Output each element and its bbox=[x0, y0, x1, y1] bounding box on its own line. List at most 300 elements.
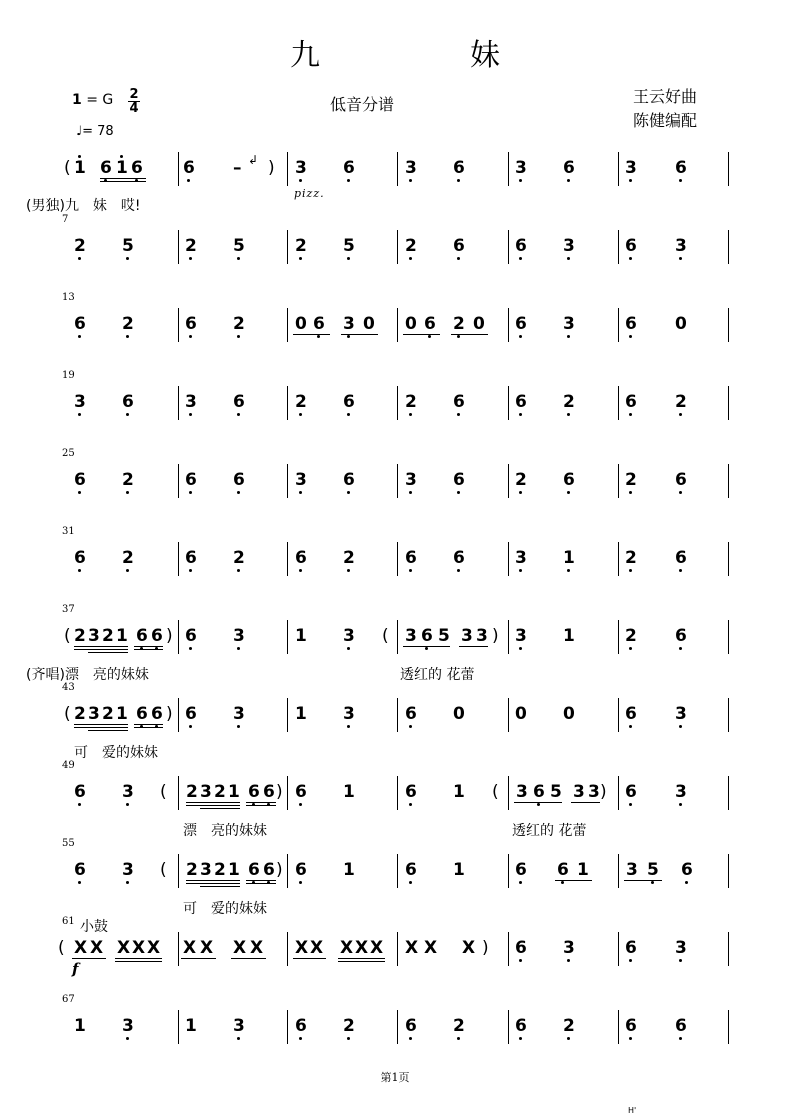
octave-dot bbox=[409, 1037, 412, 1040]
octave-dot bbox=[425, 647, 428, 650]
note: 3 bbox=[343, 314, 355, 334]
instrument-label: 小鼓 bbox=[80, 919, 108, 935]
note: 6 bbox=[405, 1016, 417, 1036]
time-signature bbox=[128, 88, 140, 115]
beam-line bbox=[186, 802, 240, 803]
barline bbox=[287, 698, 288, 732]
octave-dot bbox=[567, 413, 570, 416]
octave-dot bbox=[457, 491, 460, 494]
note: 6 bbox=[515, 236, 527, 256]
barline bbox=[508, 152, 509, 186]
note: 6 bbox=[681, 860, 693, 880]
note: 1 bbox=[563, 626, 575, 646]
note: 2 bbox=[343, 548, 355, 568]
bracket: ) bbox=[492, 626, 499, 646]
note: X bbox=[462, 938, 476, 958]
barline bbox=[728, 308, 729, 342]
note: 6 bbox=[295, 860, 307, 880]
note: X bbox=[355, 938, 369, 958]
beam-line bbox=[115, 961, 162, 962]
page-number: 第1页 bbox=[380, 1071, 410, 1084]
octave-dot bbox=[629, 647, 632, 650]
note: 3 bbox=[295, 158, 307, 178]
barline bbox=[508, 542, 509, 576]
lyric-text: 漂 亮的妹妹 bbox=[64, 667, 149, 683]
octave-dot bbox=[567, 569, 570, 572]
beam-line bbox=[115, 958, 162, 959]
note: 5 bbox=[438, 626, 450, 646]
note: 0 bbox=[473, 314, 485, 334]
note: 2 bbox=[122, 470, 134, 490]
lyric-row-7 bbox=[26, 664, 149, 684]
note: 1 bbox=[228, 782, 240, 802]
barline bbox=[618, 542, 619, 576]
note: 2 bbox=[515, 470, 527, 490]
tempo-marking bbox=[76, 124, 114, 139]
octave-dot bbox=[347, 413, 350, 416]
note: 3 bbox=[563, 938, 575, 958]
barline bbox=[618, 698, 619, 732]
note: 3 bbox=[88, 704, 100, 724]
note: 6 bbox=[343, 158, 355, 178]
beam-line bbox=[74, 727, 128, 728]
barline bbox=[508, 854, 509, 888]
measure-number: 7 bbox=[62, 214, 69, 225]
beam-line bbox=[186, 883, 240, 884]
barline bbox=[508, 386, 509, 420]
note: 6 bbox=[74, 782, 86, 802]
beam-line bbox=[100, 181, 146, 182]
note: 6 bbox=[74, 470, 86, 490]
lyric-row-8: 可 爱的妹妹 bbox=[74, 745, 158, 761]
note: 2 bbox=[74, 236, 86, 256]
pizz-marking: pizz. bbox=[294, 187, 325, 200]
quarter-note-icon: ♩ bbox=[76, 124, 83, 139]
octave-dot bbox=[299, 413, 302, 416]
note: 6 bbox=[453, 470, 465, 490]
octave-dot bbox=[237, 491, 240, 494]
note: X bbox=[117, 938, 131, 958]
note: 3 bbox=[405, 470, 417, 490]
singer-label: (齐唱) bbox=[26, 667, 65, 683]
note: 6 bbox=[563, 158, 575, 178]
octave-dot bbox=[537, 803, 540, 806]
note: 6 bbox=[675, 470, 687, 490]
note: 6 bbox=[131, 158, 143, 178]
barline bbox=[397, 776, 398, 810]
note: X bbox=[147, 938, 161, 958]
bracket: ) bbox=[482, 938, 489, 958]
barline bbox=[287, 1010, 288, 1044]
octave-dot bbox=[189, 491, 192, 494]
bracket: ( bbox=[64, 626, 71, 646]
beam-line bbox=[459, 646, 488, 647]
octave-dot bbox=[519, 881, 522, 884]
note: 1 bbox=[185, 1016, 197, 1036]
octave-dot bbox=[457, 413, 460, 416]
octave-dot bbox=[237, 725, 240, 728]
measure-number: 55 bbox=[62, 838, 75, 849]
note: 3 bbox=[185, 392, 197, 412]
part-subtitle: 低音分谱 bbox=[330, 95, 395, 114]
note: 2 bbox=[185, 236, 197, 256]
octave-dot bbox=[629, 257, 632, 260]
note: 2 bbox=[563, 392, 575, 412]
barline bbox=[178, 854, 179, 888]
measure-number: 31 bbox=[62, 526, 75, 537]
note: 3 bbox=[563, 314, 575, 334]
barline bbox=[618, 464, 619, 498]
barline bbox=[618, 386, 619, 420]
note: 6 bbox=[515, 392, 527, 412]
note: 0 bbox=[363, 314, 375, 334]
octave-dot bbox=[317, 335, 320, 338]
bracket: ) bbox=[268, 158, 275, 178]
octave-dot bbox=[347, 569, 350, 572]
beam-line bbox=[186, 805, 240, 806]
lyric-text: 九 妹 哎! bbox=[64, 198, 141, 214]
bracket: ( bbox=[64, 704, 71, 724]
barline bbox=[287, 308, 288, 342]
octave-dot bbox=[299, 569, 302, 572]
octave-dot bbox=[561, 881, 564, 884]
note: 6 bbox=[405, 782, 417, 802]
beam-line bbox=[88, 730, 128, 731]
beam-line bbox=[555, 880, 592, 881]
beam-line bbox=[293, 334, 330, 335]
beam-line bbox=[246, 880, 276, 881]
octave-dot bbox=[299, 803, 302, 806]
beam-line bbox=[134, 649, 163, 650]
note: X bbox=[340, 938, 354, 958]
octave-dot bbox=[299, 1037, 302, 1040]
octave-dot bbox=[519, 569, 522, 572]
beam-line bbox=[74, 649, 128, 650]
octave-dot bbox=[126, 257, 129, 260]
note: 6 bbox=[625, 314, 637, 334]
note: 6 bbox=[625, 938, 637, 958]
note: 3 bbox=[343, 626, 355, 646]
octave-dot bbox=[347, 647, 350, 650]
octave-dot bbox=[189, 257, 192, 260]
barline bbox=[618, 932, 619, 966]
measure-number: 61 bbox=[62, 916, 75, 927]
octave-dot bbox=[126, 491, 129, 494]
octave-dot bbox=[409, 725, 412, 728]
note: 6 bbox=[233, 470, 245, 490]
beam-line bbox=[88, 652, 128, 653]
beam-line bbox=[451, 334, 488, 335]
barline bbox=[178, 1010, 179, 1044]
octave-dot bbox=[347, 335, 350, 338]
bracket: ) bbox=[276, 782, 283, 802]
note: 6 bbox=[453, 236, 465, 256]
barline bbox=[728, 386, 729, 420]
octave-dot bbox=[567, 491, 570, 494]
octave-dot bbox=[567, 1037, 570, 1040]
key-number: 1 bbox=[72, 92, 82, 108]
octave-dot bbox=[629, 569, 632, 572]
note: 6 bbox=[515, 314, 527, 334]
note: 3 bbox=[675, 938, 687, 958]
octave-dot bbox=[567, 335, 570, 338]
beam-line bbox=[231, 958, 266, 959]
note: 3 bbox=[88, 626, 100, 646]
octave-dot bbox=[78, 569, 81, 572]
beam-line bbox=[74, 724, 128, 725]
barline bbox=[287, 854, 288, 888]
octave-dot bbox=[409, 179, 412, 182]
note: 1 bbox=[453, 860, 465, 880]
bracket: ) bbox=[276, 860, 283, 880]
time-top: 2 bbox=[129, 87, 139, 102]
lyric-row-9a: 漂 亮的妹妹 bbox=[183, 823, 267, 839]
note: 6 bbox=[100, 158, 112, 178]
note: 2 bbox=[625, 626, 637, 646]
note: X bbox=[424, 938, 438, 958]
bracket: ( bbox=[382, 626, 389, 646]
note: 6 bbox=[453, 548, 465, 568]
note: 3 bbox=[515, 158, 527, 178]
note: 6 bbox=[185, 314, 197, 334]
note: 3 bbox=[573, 782, 585, 802]
octave-dot bbox=[347, 725, 350, 728]
octave-dot bbox=[347, 257, 350, 260]
note: 3 bbox=[122, 1016, 134, 1036]
barline bbox=[728, 776, 729, 810]
beam-line bbox=[134, 724, 163, 725]
measure-number: 43 bbox=[62, 682, 75, 693]
octave-dot bbox=[519, 959, 522, 962]
note: 2 bbox=[102, 704, 114, 724]
note: 6 bbox=[515, 938, 527, 958]
barline bbox=[508, 230, 509, 264]
note: 6 bbox=[248, 860, 260, 880]
barline bbox=[728, 698, 729, 732]
note: 6 bbox=[405, 548, 417, 568]
octave-dot bbox=[679, 179, 682, 182]
note: 2 bbox=[74, 704, 86, 724]
note: 3 bbox=[122, 782, 134, 802]
note: 3 bbox=[675, 782, 687, 802]
note: 2 bbox=[453, 1016, 465, 1036]
barline bbox=[397, 230, 398, 264]
note: X bbox=[90, 938, 104, 958]
octave-dot bbox=[679, 1037, 682, 1040]
note: 2 bbox=[214, 782, 226, 802]
note: 5 bbox=[343, 236, 355, 256]
note: 2 bbox=[343, 1016, 355, 1036]
barline bbox=[178, 152, 179, 186]
note: 2 bbox=[625, 470, 637, 490]
barline bbox=[397, 932, 398, 966]
octave-dot bbox=[237, 647, 240, 650]
octave-dot bbox=[237, 257, 240, 260]
octave-dot bbox=[187, 179, 190, 182]
octave-dot bbox=[78, 257, 81, 260]
bracket: ) bbox=[166, 626, 173, 646]
lyric-row-1 bbox=[26, 195, 141, 215]
barline bbox=[287, 386, 288, 420]
note: 3 bbox=[675, 704, 687, 724]
note: – bbox=[233, 158, 242, 178]
barline bbox=[618, 854, 619, 888]
note: 2 bbox=[233, 548, 245, 568]
note: 6 bbox=[533, 782, 545, 802]
octave-dot bbox=[299, 179, 302, 182]
beam-line bbox=[403, 646, 450, 647]
note: 3 bbox=[233, 704, 245, 724]
barline bbox=[287, 230, 288, 264]
barline bbox=[728, 1010, 729, 1044]
note: X bbox=[132, 938, 146, 958]
bracket: ( bbox=[492, 782, 499, 802]
octave-dot bbox=[189, 569, 192, 572]
note: X bbox=[310, 938, 324, 958]
beam-line bbox=[341, 334, 378, 335]
bracket: ( bbox=[160, 782, 167, 802]
octave-dot bbox=[299, 491, 302, 494]
octave-dot bbox=[409, 803, 412, 806]
bracket: ( bbox=[58, 938, 65, 958]
octave-dot bbox=[567, 959, 570, 962]
octave-dot bbox=[78, 881, 81, 884]
note: 2 bbox=[186, 860, 198, 880]
octave-dot bbox=[685, 881, 688, 884]
barline bbox=[508, 308, 509, 342]
note: 3 bbox=[233, 1016, 245, 1036]
note: 6 bbox=[405, 704, 417, 724]
beam-line bbox=[514, 802, 562, 803]
octave-dot bbox=[679, 803, 682, 806]
octave-dot bbox=[409, 257, 412, 260]
note: 2 bbox=[122, 314, 134, 334]
octave-dot bbox=[189, 335, 192, 338]
note: 6 bbox=[233, 392, 245, 412]
note: 2 bbox=[405, 236, 417, 256]
note: 1 bbox=[343, 860, 355, 880]
barline bbox=[508, 776, 509, 810]
corner-mark: H' bbox=[628, 1106, 637, 1115]
beam-line bbox=[624, 880, 662, 881]
note: 1 bbox=[563, 548, 575, 568]
octave-dot bbox=[409, 881, 412, 884]
note: 3 bbox=[200, 782, 212, 802]
note: 6 bbox=[263, 782, 275, 802]
octave-dot bbox=[629, 179, 632, 182]
barline bbox=[397, 1010, 398, 1044]
barline bbox=[178, 698, 179, 732]
barline bbox=[178, 386, 179, 420]
barline bbox=[618, 1010, 619, 1044]
note: 6 bbox=[343, 470, 355, 490]
note: 6 bbox=[185, 626, 197, 646]
octave-dot bbox=[189, 413, 192, 416]
note: 2 bbox=[675, 392, 687, 412]
note: 6 bbox=[185, 470, 197, 490]
note: 6 bbox=[675, 626, 687, 646]
barline bbox=[728, 932, 729, 966]
note: 6 bbox=[136, 704, 148, 724]
octave-dot bbox=[126, 1037, 129, 1040]
octave-dot bbox=[299, 257, 302, 260]
note: 6 bbox=[625, 782, 637, 802]
note: 6 bbox=[295, 1016, 307, 1036]
beam-line bbox=[246, 802, 276, 803]
note: 6 bbox=[74, 548, 86, 568]
lyric-row-7b: 透红的 花蕾 bbox=[400, 667, 475, 683]
note: 3 bbox=[588, 782, 600, 802]
bracket: ( bbox=[160, 860, 167, 880]
beam-line bbox=[246, 805, 276, 806]
note: 3 bbox=[626, 860, 638, 880]
octave-dot bbox=[126, 335, 129, 338]
octave-dot bbox=[409, 491, 412, 494]
beam-line bbox=[72, 958, 106, 959]
note: 1 bbox=[295, 704, 307, 724]
barline bbox=[287, 776, 288, 810]
octave-dot bbox=[519, 257, 522, 260]
note: 2 bbox=[453, 314, 465, 334]
octave-dot bbox=[679, 647, 682, 650]
measure-number: 19 bbox=[62, 370, 75, 381]
octave-dot bbox=[126, 413, 129, 416]
barline bbox=[397, 308, 398, 342]
note: 6 bbox=[313, 314, 325, 334]
octave-dot bbox=[120, 155, 123, 158]
note: 3 bbox=[200, 860, 212, 880]
note: 2 bbox=[563, 1016, 575, 1036]
note: X bbox=[405, 938, 419, 958]
note: 5 bbox=[122, 236, 134, 256]
octave-dot bbox=[629, 491, 632, 494]
barline bbox=[287, 620, 288, 654]
beam-line bbox=[181, 958, 216, 959]
octave-dot bbox=[519, 647, 522, 650]
beam-line bbox=[134, 646, 163, 647]
tempo-value: = 78 bbox=[82, 124, 114, 139]
note: 6 bbox=[453, 392, 465, 412]
note: 6 bbox=[263, 860, 275, 880]
bracket: ) bbox=[166, 704, 173, 724]
octave-dot bbox=[428, 335, 431, 338]
beam-line bbox=[293, 958, 326, 959]
octave-dot bbox=[679, 725, 682, 728]
octave-dot bbox=[629, 959, 632, 962]
barline bbox=[287, 932, 288, 966]
octave-dot bbox=[409, 569, 412, 572]
note: 0 bbox=[453, 704, 465, 724]
barline bbox=[728, 854, 729, 888]
score-title: 九 妹 bbox=[290, 38, 560, 73]
note: 3 bbox=[516, 782, 528, 802]
note: X bbox=[183, 938, 197, 958]
barline bbox=[178, 542, 179, 576]
barline bbox=[728, 152, 729, 186]
octave-dot bbox=[567, 257, 570, 260]
octave-dot bbox=[237, 413, 240, 416]
note: 6 bbox=[151, 704, 163, 724]
note: 6 bbox=[295, 548, 307, 568]
octave-dot bbox=[457, 1037, 460, 1040]
note: 0 bbox=[405, 314, 417, 334]
octave-dot bbox=[651, 881, 654, 884]
note: 6 bbox=[421, 626, 433, 646]
note: 1 bbox=[577, 860, 589, 880]
barline bbox=[178, 932, 179, 966]
note: 6 bbox=[675, 158, 687, 178]
note: 6 bbox=[453, 158, 465, 178]
